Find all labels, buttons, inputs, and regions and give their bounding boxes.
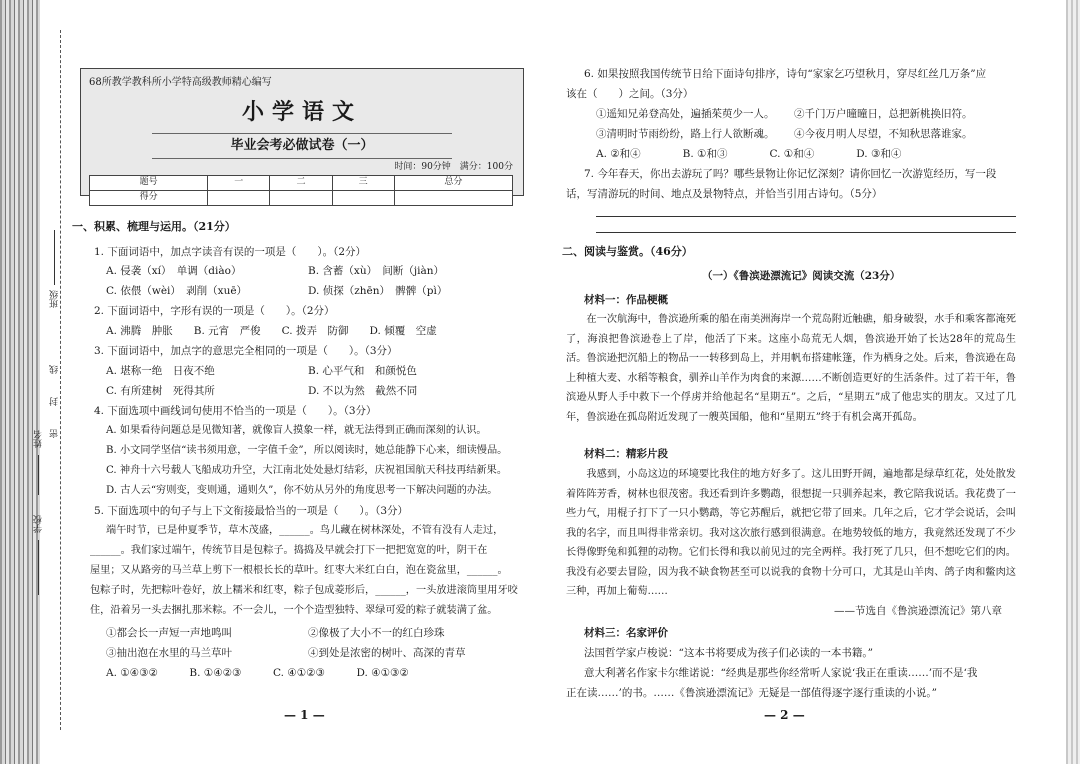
- score-cell: 得分: [90, 190, 208, 205]
- q7-stem-line: 7. 今年春天，你出去游玩了吗？哪些景物让你记忆深刻？请你回忆一次游览经历，写一段: [584, 168, 997, 180]
- score-table-row: [90, 190, 513, 205]
- material-2-source: ——节选自《鲁滨逊漂流记》第八章: [834, 605, 1002, 617]
- exam-title: 小学语文: [241, 98, 362, 125]
- exam-subtitle: 毕业会考必做试卷（一）: [152, 133, 452, 159]
- q4-option-d: D. 古人云“穷则变，变则通，通则久”，你不妨从另外的角度思考一下解决问题的办法。: [106, 485, 498, 496]
- score-cell: 二: [270, 175, 332, 190]
- q4-option-c: C. 神舟十六号载人飞船成功升空，大江南北处处悬灯结彩，庆祝祖国航天科技再结新果。: [106, 465, 508, 476]
- material-2-text: 我感到，小岛这边的环境要比我住的地方好多了。这儿田野开阔，遍地都是绿草红花，处处散发着阵阵芳香，树林也很茂密。我还看到许多鹦鹉，很想捉一只驯养起来，教它陪我说话。我花费了一些力气，用棍子打下了一只小鹦鹉，等它苏醒后，就把它带了回来。几年之后，它才学会说话，会叫我的名字，而且叫得非常亲切。我对这次旅行感到很满意。在地势较低的地方，我竟然还发现了不少长得像野兔和狐狸的动物。它们长得和我以前见过的完全两样。我打死了几只，但不想吃它们的肉。我没有必要去冒险，因为我不缺食物甚至可以说我的食物十分可口，尤其是山羊肉、鸽子肉和鳖肉这三种，再加上葡萄……: [566, 469, 1016, 597]
- q1-option-b: B. 含蓄（xù） 间断（jiàn）: [308, 265, 444, 277]
- score-cell: [394, 190, 512, 205]
- publisher-line: 68所教学教科所小学特高级教师精心编写: [89, 77, 272, 88]
- score-cell: 一: [208, 175, 270, 190]
- class-label: 班级: [50, 290, 60, 308]
- school-label: 学校: [34, 515, 44, 533]
- q6-poem-2: ②千门万户曈曈日，总把新桃换旧符。: [794, 108, 973, 120]
- reading-title: （一）《鲁滨逊漂流记》阅读交流（23分）: [702, 270, 901, 282]
- section-1-heading: 一、积累、梳理与运用。（21分）: [72, 220, 236, 233]
- q5-stem: 5. 下面选项中的句子与上下文衔接最恰当的一项是（ ）。（3分）: [94, 505, 409, 517]
- material-1-title: 材料一：作品梗概: [584, 294, 668, 306]
- binding-margin: [34, 0, 72, 764]
- material-3-line: 法国哲学家卢梭说：“这本书将要成为孩子们必读的一本书籍。”: [584, 647, 873, 659]
- score-cell: [270, 190, 332, 205]
- q1-option-a: A. 侵袭（xí） 单调（diào）: [106, 265, 242, 277]
- q4-option-b: B. 小文同学坚信“读书须用意，一字值千金”，所以阅读时，她总能静下心来，细读慢品。: [106, 445, 508, 456]
- name-blank: [38, 455, 39, 495]
- q5-sentence-4: ④到处是浓密的树叶、高深的青草: [308, 647, 466, 659]
- q2-stem: 2. 下面词语中，字形有误的一项是（ ）。（2分）: [94, 305, 335, 317]
- q4-stem: 4. 下面选项中画线词句使用不恰当的一项是（ ）。（3分）: [94, 405, 377, 417]
- q1-stem: 1. 下面词语中，加点字读音有误的一项是（ ）。（2分）: [94, 246, 367, 258]
- q5-passage-line: 屋里；又从路旁的马兰草上剪下一根根长长的草叶。红枣大米红白白，泡在瓷盆里，______。: [90, 565, 508, 576]
- q5-sentence-2: ②像极了大小不一的红白珍珠: [308, 627, 445, 639]
- scan-edge-left: [0, 0, 40, 764]
- answer-line: [596, 232, 1016, 233]
- q1-option-c: C. 依偎（wèi） 剥削（xuē）: [106, 285, 248, 297]
- score-cell: [332, 190, 394, 205]
- name-label: 姓名: [34, 430, 44, 448]
- q7-stem-line: 话，写清游玩的时间、地点及景物特点，并恰当引用古诗句。（5分）: [566, 188, 883, 200]
- q5-passage-line: 住，沿着另一头去捆扎那米粽。不一会儿，一个个造型独特、翠绿可爱的粽子就装满了盆。: [90, 605, 498, 616]
- q5-passage-line: 包粽子时，先把粽叶卷好，放上糯米和红枣，粽子包成菱形后，______，一头放进滚筒里用牙咬: [90, 585, 518, 596]
- q4-option-a: A. 如果看待问题总是见微知著，就像盲人摸象一样，就无法得到正确而深刻的认识。: [106, 425, 487, 436]
- answer-line: [596, 216, 1016, 217]
- score-table-row: [90, 175, 513, 190]
- score-cell: 题号: [90, 175, 208, 190]
- scan-edge-right: [1066, 0, 1080, 764]
- q3-option-c: C. 有所建树 死得其所: [106, 385, 215, 397]
- page-number-2: — 2 —: [764, 708, 805, 722]
- section-2-heading: 二、阅读与鉴赏。（46分）: [562, 245, 693, 258]
- q6-poem-1: ①遥知兄弟登高处，遍插茱萸少一人。: [596, 108, 775, 120]
- score-cell: 总分: [394, 175, 512, 190]
- q3-option-b: B. 心平气和 和颜悦色: [308, 365, 417, 377]
- material-2-title: 材料二：精彩片段: [584, 448, 668, 460]
- page-number-1: — 1 —: [284, 708, 325, 722]
- q5-passage-line: 端午时节，已是仲夏季节，草木茂盛，______。鸟儿藏在树林深处，不管有没有人走过，: [106, 525, 504, 536]
- q5-choices: A. ①④③② B. ①④②③ C. ④①②③ D. ④①③②: [106, 667, 409, 679]
- q6-poem-4: ④今夜月明人尽望，不知秋思落谁家。: [794, 128, 973, 140]
- q6-stem-line: 该在（ ）之间。（3分）: [566, 88, 694, 100]
- q5-sentence-1: ①都会长一声短一声地鸣叫: [106, 627, 232, 639]
- score-cell: 三: [332, 175, 394, 190]
- exam-header-box: [80, 68, 524, 202]
- q6-stem-line: 6. 如果按照我国传统节日给下面诗句排序，诗句“家家乞巧望秋月，穿尽红丝几万条”应: [584, 68, 987, 80]
- school-blank: [38, 540, 39, 595]
- seal-line-label: 密 封 线: [50, 355, 60, 438]
- time-score-line: 时间：90分钟 满分：100分: [394, 161, 513, 172]
- q6-choices: A. ②和④ B. ①和③ C. ①和④ D. ③和④: [596, 148, 902, 160]
- material-3-line: 意大利著名作家卡尔维诺说：“经典是那些你经常听人家说‘我正在重读……’而不是‘我: [584, 667, 978, 679]
- material-3-title: 材料三：名家评价: [584, 627, 668, 639]
- q1-option-d: D. 侦探（zhēn） 髀髀（pì）: [308, 285, 448, 297]
- material-3-line: 正在读……’的书。……《鲁滨逊漂流记》无疑是一部值得逐字逐行重读的小说。”: [566, 687, 937, 699]
- q6-poem-3: ③清明时节雨纷纷，路上行人欲断魂。: [596, 128, 775, 140]
- score-cell: [208, 190, 270, 205]
- q5-sentence-3: ③抽出泡在水里的马兰草叶: [106, 647, 232, 659]
- material-1-text: 在一次航海中，鲁滨逊所乘的船在南美洲海岸一个荒岛附近触礁，船身破裂，水手和乘客都淹死了，海浪把鲁滨逊卷上了岸，他活了下来。这座小岛荒无人烟，鲁滨逊开始了长达28年的荒岛生活。鲁滨逊把沉船上的物品一一转移到岛上，并用帆布搭建帐篷，作为栖身之处。后来，鲁滨逊在岛上种植大麦、水稻等粮食，驯养山羊作为肉食的来源……不断创造更好的生活条件。过了若干年，鲁滨逊从野人手中救下一个俘虏并给他起名“星期五”。之后，“星期五”成了他忠实的朋友。又过了几年，鲁滨逊在孤岛附近发现了一艘英国船，他和“星期五”终于有机会离开孤岛。: [566, 314, 1016, 423]
- q3-option-d: D. 不以为然 截然不同: [308, 385, 418, 397]
- q5-passage-line: ______。我们家过端午，传统节目是包粽子。捣捣及早就会打下一把把宽宽的叶，阴干在: [90, 545, 488, 556]
- q2-options: A. 沸腾 肿胀 B. 元宵 严俊 C. 拨弄 防御 D. 倾覆 空虚: [106, 325, 437, 337]
- q3-stem: 3. 下面词语中，加点字的意思完全相同的一项是（ ）。（3分）: [94, 345, 398, 357]
- score-table: [89, 175, 513, 206]
- q3-option-a: A. 堪称一绝 日夜不绝: [106, 365, 215, 377]
- class-blank: [54, 230, 55, 285]
